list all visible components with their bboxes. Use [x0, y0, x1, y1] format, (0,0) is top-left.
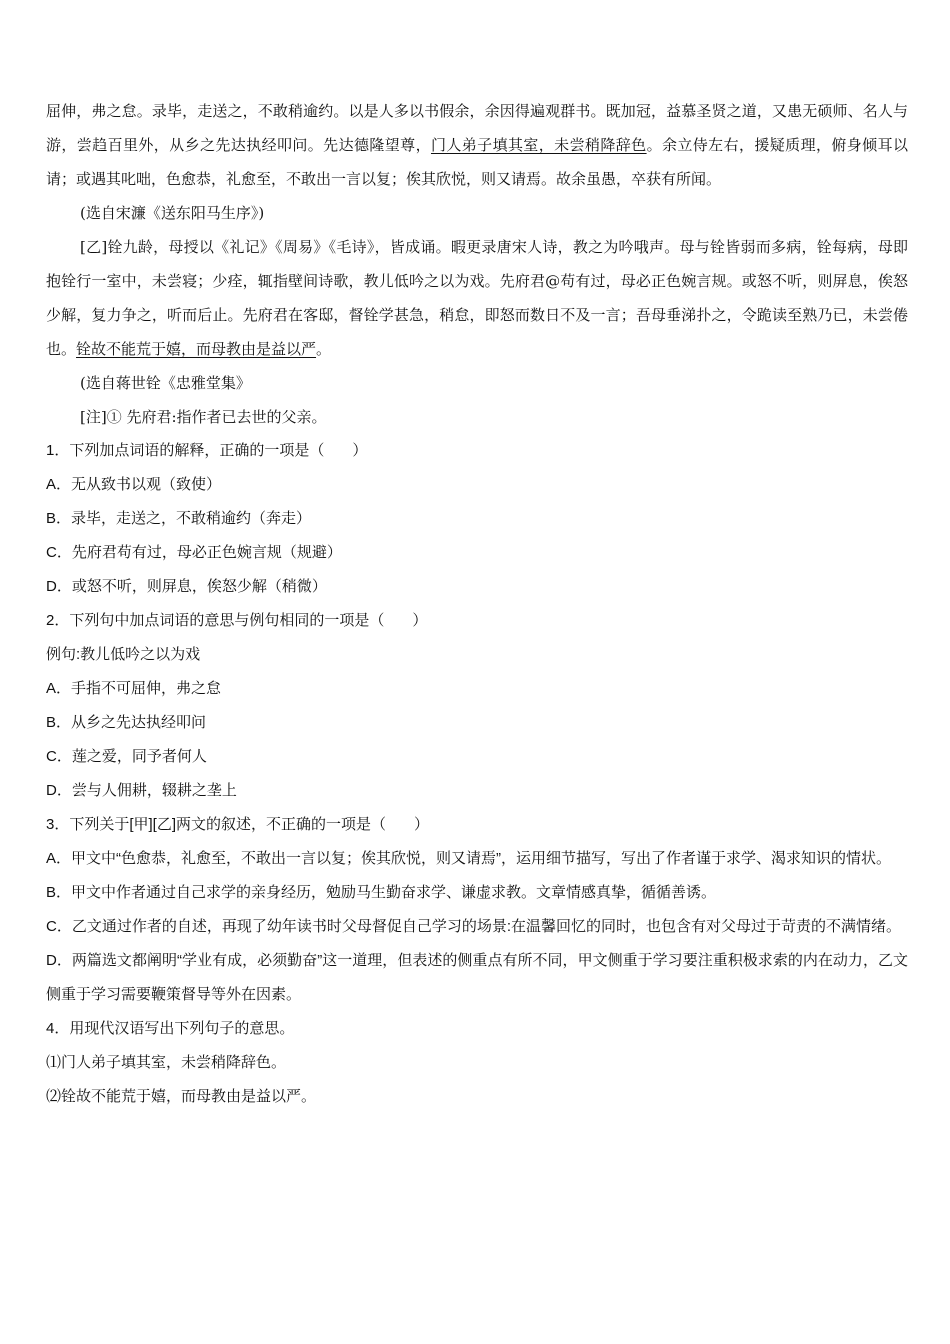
passage-yi-note: [注]① 先府君:指作者已去世的父亲。	[80, 408, 327, 426]
passage-yi-text-a: [乙]铨九龄，母授以《礼记》《周易》《毛诗》，皆成诵。暇更录唐宋人诗，教之为吟哦声。母与铨皆弱而多病，铨每病，母即抱铨行一室中，未尝寝；少痊，辄指壁间诗歌，教儿低吟之以为戏。先府君@苟有过，母必正色婉言规。或怒不听，则屏息，俟怒少解，复力争之，听而后止。先府君在客邸，督铨学甚急，稍怠，即怒而数日不及一言；吾母垂涕扑之，令跪读至熟乃已，未尝倦也。	[46, 238, 908, 358]
question-2-stem	[46, 604, 908, 638]
document-page	[46, 94, 908, 1114]
passage-yi-source: (选自蒋世铨《忠雅堂集》	[80, 374, 251, 392]
question-2-option-c: C．莲之爱，同予者何人	[46, 748, 207, 765]
question-3-option-b: B．甲文中作者通过自己求学的亲身经历，勉励马生勤奋求学、谦虚求教。文章情感真挚，循循善诱。	[46, 884, 717, 901]
question-4-item-2: ⑵铨故不能荒于嬉，而母教由是益以严。	[46, 1088, 317, 1105]
question-1-close: ）	[352, 442, 368, 459]
question-4-item-1: ⑴门人弟子填其室，未尝稍降辞色。	[46, 1054, 287, 1071]
question-1-stem	[46, 434, 908, 468]
passage-jia-text-b: 。余立侍左右，援疑质理，俯身倾耳以请；或遇其叱咄，色愈恭，礼愈至，不敢出一言以复；俟其欣悦，则又请焉。故余虽愚，卒获有所闻。	[46, 136, 908, 188]
passage-yi-body	[46, 230, 908, 366]
question-2-example: 例句:教儿低吟之以为戏	[46, 646, 201, 663]
passage-yi-underlined-sentence: 铨故不能荒于嬉，而母教由是益以严	[76, 340, 317, 358]
question-3-text: 3．下列关于[甲][乙]两文的叙述，不正确的一项是（	[46, 816, 387, 833]
passage-jia-source: (选自宋濂《送东阳马生序》)	[80, 204, 265, 222]
question-2-option-b: B．从乡之先达执经叩问	[46, 714, 207, 731]
question-4-stem: 4．用现代汉语写出下列句子的意思。	[46, 1020, 295, 1037]
passage-yi-text-b: 。	[316, 340, 332, 358]
question-2-close: ）	[412, 612, 428, 629]
passage-jia-text-a: 屈伸，弗之怠。录毕，走送之，不敢稍逾约。以是人多以书假余，余因得遍观群书。既加冠，益慕圣贤之道，又患无硕师、名人与游，尝趋百里外，从乡之先达执经叩问。先达德隆望尊，	[46, 102, 908, 154]
question-1-option-a: A．无从致书以观（致使）	[46, 476, 222, 493]
question-2-text: 2．下列句中加点词语的意思与例句相同的一项是（	[46, 612, 385, 629]
question-3-option-c: C．乙文通过作者的自述，再现了幼年读书时父母督促自己学习的场景:在温馨回忆的同时，也包含有对父母过于苛责的不满情绪。	[46, 918, 902, 935]
question-1-text: 1．下列加点词语的解释，正确的一项是（	[46, 442, 325, 459]
question-2-option-a: A．手指不可屈伸，弗之怠	[46, 680, 222, 697]
question-1-option-b: B．录毕，走送之，不敢稍逾约（奔走）	[46, 510, 312, 527]
question-3-option-d: D．两篇选文都阐明“学业有成，必须勤奋”这一道理，但表述的侧重点有所不同，甲文侧重于学习要注重积极求索的内在动力，乙文侧重于学习需要鞭策督导等外在因素。	[46, 952, 908, 1003]
question-3-stem	[46, 808, 908, 842]
question-1-option-c: C．先府君苟有过，母必正色婉言规（规避）	[46, 544, 342, 561]
passage-jia-underlined-sentence: 门人弟子填其室，未尝稍降辞色	[430, 136, 647, 154]
question-1-option-d: D．或怒不听，则屏息，俟怒少解（稍微）	[46, 578, 327, 595]
question-3-close: ）	[414, 816, 430, 833]
question-3-option-a: A．甲文中“色愈恭，礼愈至，不敢出一言以复；俟其欣悦，则又请焉”，运用细节描写，写出了作者谨于求学、渴求知识的情状。	[46, 850, 892, 867]
passage-jia-body	[46, 94, 908, 196]
question-2-option-d: D．尝与人佣耕，辍耕之垄上	[46, 782, 237, 799]
